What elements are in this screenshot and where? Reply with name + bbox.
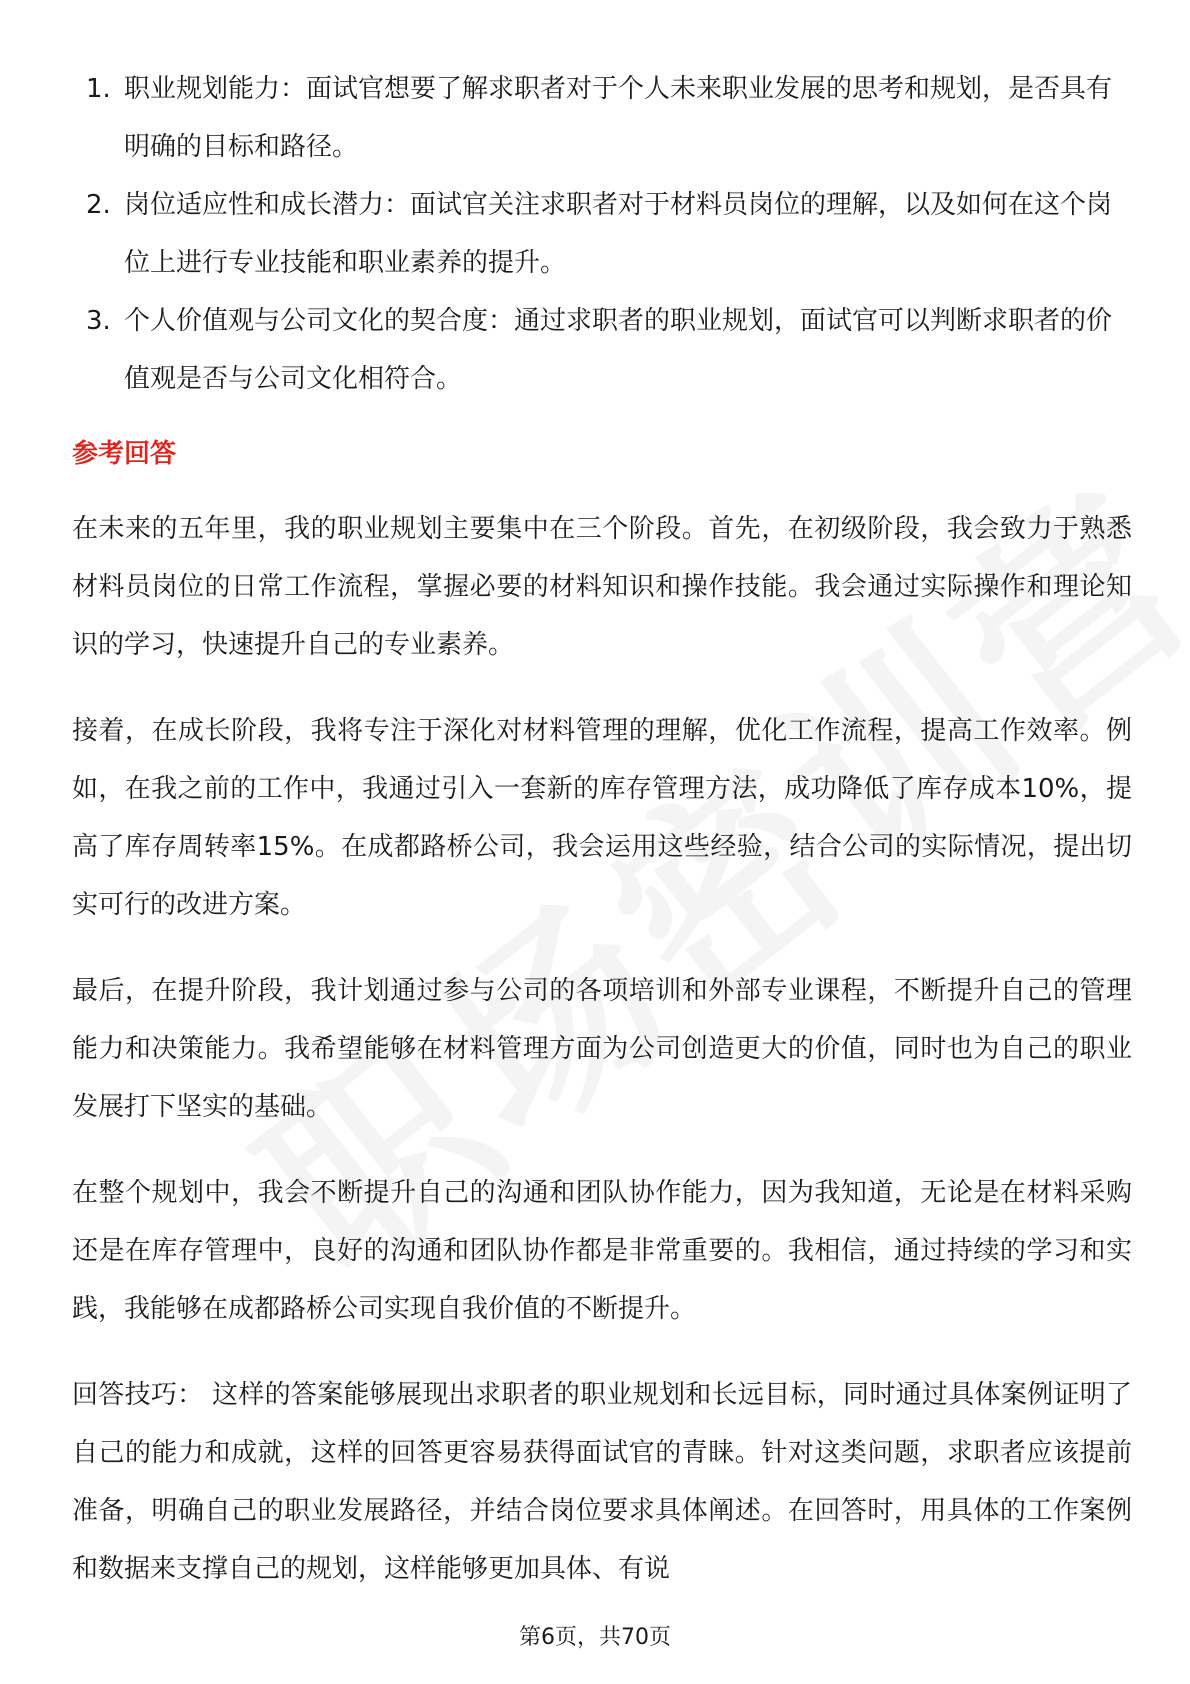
answer-tips-paragraph: 回答技巧： 这样的答案能够展现出求职者的职业规划和长远目标，同时通过具体案例证明了自己的能力和成就，这样的回答更容易获得面试官的青睐。针对这类问题，求职者应该提前准备，明确自己的职业发展路径，并结合岗位要求具体阐述。在回答时，用具体的工作案例和数据来支撑自己的规划，这样能够更加具体、有说 (72, 1380, 1132, 1584)
interview-points-list (72, 60, 1132, 408)
list-item (72, 176, 1132, 292)
answer-paragraph: 在未来的五年里，我的职业规划主要集中在三个阶段。首先，在初级阶段，我会致力于熟悉材料员岗位的日常工作流程，掌握必要的材料知识和操作技能。我会通过实际操作和理论知识的学习，快速提升自己的专业素养。 (72, 514, 1132, 660)
list-item (72, 60, 1132, 176)
list-item-number: 3. (86, 306, 111, 336)
answer-paragraph: 接着，在成长阶段，我将专注于深化对材料管理的理解，优化工作流程，提高工作效率。例如，在我之前的工作中，我通过引入一套新的库存管理方法，成功降低了库存成本10%，提高了库存周转率15%。在成都路桥公司，我会运用这些经验，结合公司的实际情况，提出切实可行的改进方案。 (72, 716, 1132, 920)
list-item-text: 职业规划能力：面试官想要了解求职者对于个人未来职业发展的思考和规划，是否具有明确的目标和路径。 (124, 74, 1113, 162)
page-content (72, 60, 1132, 1626)
list-item-number: 1. (86, 74, 111, 104)
page-number-footer: 第6页，共70页 (519, 1625, 671, 1650)
section-title: 参考回答 (72, 439, 177, 469)
answer-paragraph: 在整个规划中，我会不断提升自己的沟通和团队协作能力，因为我知道，无论是在材料采购还是在库存管理中，良好的沟通和团队协作都是非常重要的。我相信，通过持续的学习和实践，我能够在成都路桥公司实现自我价值的不断提升。 (72, 1178, 1132, 1324)
answer-paragraph: 最后，在提升阶段，我计划通过参与公司的各项培训和外部专业课程，不断提升自己的管理能力和决策能力。我希望能够在材料管理方面为公司创造更大的价值，同时也为自己的职业发展打下坚实的基础。 (72, 976, 1132, 1122)
list-item-number: 2. (86, 190, 111, 220)
list-item-text: 个人价值观与公司文化的契合度：通过求职者的职业规划，面试官可以判断求职者的价值观是否与公司文化相符合。 (124, 306, 1113, 394)
list-item-text: 岗位适应性和成长潜力：面试官关注求职者对于材料员岗位的理解，以及如何在这个岗位上进行专业技能和职业素养的提升。 (124, 190, 1113, 278)
list-item (72, 292, 1132, 408)
